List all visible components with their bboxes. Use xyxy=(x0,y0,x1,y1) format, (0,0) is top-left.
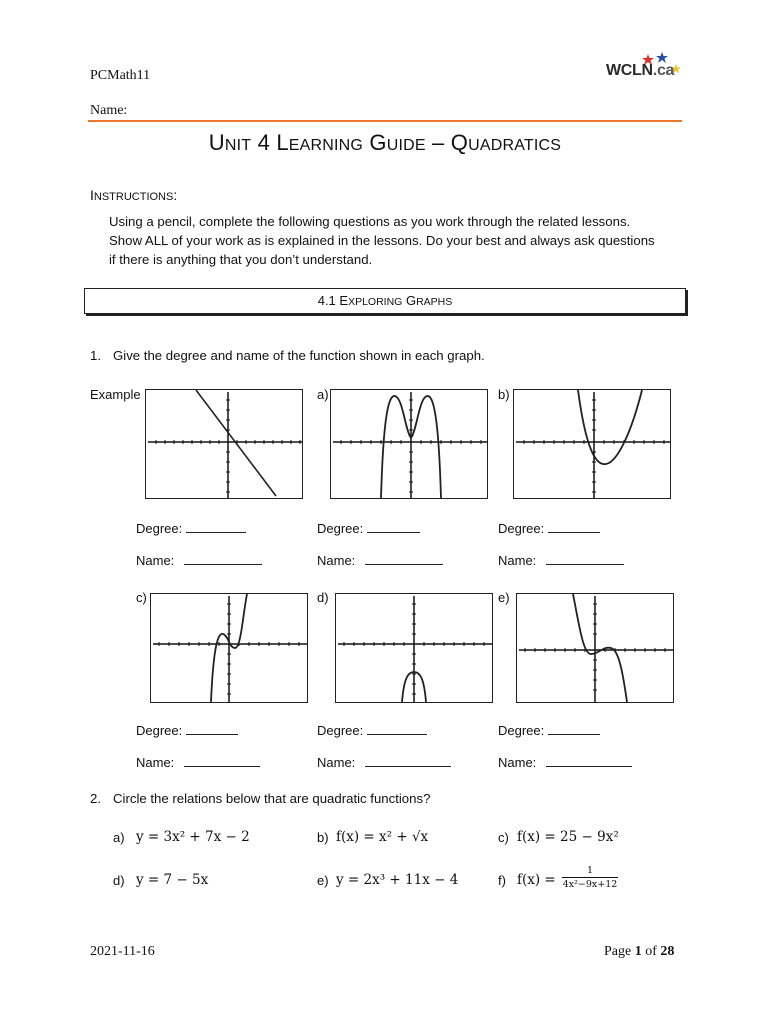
degree-c-blank[interactable] xyxy=(186,722,238,735)
option-f-label: f) xyxy=(498,873,506,888)
name-label: Name: xyxy=(90,103,128,118)
option-b-label: b) xyxy=(317,830,329,845)
option-d-expr[interactable]: y = 7 − 5x xyxy=(136,872,209,888)
instructions-line-3: if there is anything that you don’t understand. xyxy=(109,252,373,267)
degree-e-blank[interactable] xyxy=(548,722,600,735)
graph-label-e: e) xyxy=(498,590,510,605)
degree-example: Degree: xyxy=(136,520,246,536)
name-d-blank[interactable] xyxy=(365,754,451,767)
degree-d: Degree: xyxy=(317,722,427,738)
name-e: Name: xyxy=(498,754,632,770)
option-a-label: a) xyxy=(113,830,125,845)
name-c-blank[interactable] xyxy=(184,754,260,767)
curve-parabola xyxy=(578,390,642,464)
name-b: Name: xyxy=(498,552,624,568)
wcln-logo xyxy=(604,52,684,84)
option-c-label: c) xyxy=(498,830,509,845)
graph-d xyxy=(335,593,493,703)
section-title: 4.1 EXPLORING GRAPHS xyxy=(317,293,453,308)
name-example: Name: xyxy=(136,552,262,568)
page-title: UNIT 4 LEARNING GUIDE – QUADRATICS xyxy=(208,130,562,155)
graph-e xyxy=(516,593,674,703)
name-e-blank[interactable] xyxy=(546,754,632,767)
instructions-line-2: Show ALL of your work as is explained in the lessons. Do your best and always ask questions xyxy=(109,233,655,248)
option-e-label: e) xyxy=(317,873,329,888)
course-code: PCMath11 xyxy=(90,68,151,83)
option-f-denominator: 4x²−9x+12 xyxy=(562,879,618,890)
logo-text: WCLN xyxy=(606,62,653,79)
graph-c xyxy=(150,593,308,703)
name-d: Name: xyxy=(317,754,451,770)
question-2-number: 2. xyxy=(90,791,101,806)
question-2-text: Circle the relations below that are quadratic functions? xyxy=(113,791,431,806)
degree-b: Degree: xyxy=(498,520,600,536)
question-1-text: Give the degree and name of the function shown in each graph. xyxy=(113,348,485,363)
fraction-bar xyxy=(562,877,618,878)
footer-date: 2021-11-16 xyxy=(90,944,155,959)
option-c-expr[interactable]: f(x) = 25 − 9x² xyxy=(517,829,619,845)
option-d-label: d) xyxy=(113,873,125,888)
graph-a xyxy=(330,389,488,499)
option-a-expr[interactable]: y = 3x² + 7x − 2 xyxy=(136,829,250,845)
option-f-fraction[interactable] xyxy=(560,865,620,890)
degree-c: Degree: xyxy=(136,722,238,738)
graph-label-d: d) xyxy=(317,590,329,605)
graph-label-example: Example xyxy=(90,387,141,402)
footer-page-number: Page 1 of 28 xyxy=(604,944,675,959)
degree-example-blank[interactable] xyxy=(186,520,246,533)
question-1-number: 1. xyxy=(90,348,101,363)
option-e-expr[interactable]: y = 2x³ + 11x − 4 xyxy=(336,872,459,888)
graph-label-b: b) xyxy=(498,387,510,402)
curve-quartic-e xyxy=(573,594,627,702)
name-a: Name: xyxy=(317,552,443,568)
graph-label-a: a) xyxy=(317,387,329,402)
degree-a: Degree: xyxy=(317,520,420,536)
option-f-lhs[interactable]: f(x) = xyxy=(517,872,556,888)
instructions-heading: INSTRUCTIONS: xyxy=(90,187,178,203)
degree-e: Degree: xyxy=(498,722,600,738)
degree-d-blank[interactable] xyxy=(367,722,427,735)
name-a-blank[interactable] xyxy=(365,552,443,565)
logo-suffix: .ca xyxy=(652,62,675,79)
graph-label-c: c) xyxy=(136,590,147,605)
instructions-line-1: Using a pencil, complete the following questions as you work through the related lessons. xyxy=(109,214,631,229)
name-c: Name: xyxy=(136,754,260,770)
instructions-text xyxy=(109,212,679,269)
header-rule xyxy=(88,120,682,122)
graph-b xyxy=(513,389,671,499)
degree-b-blank[interactable] xyxy=(548,520,600,533)
option-b-expr[interactable]: f(x) = x² + √x xyxy=(336,829,429,845)
option-f-numerator: 1 xyxy=(586,865,594,876)
name-example-blank[interactable] xyxy=(184,552,262,565)
name-b-blank[interactable] xyxy=(546,552,624,565)
degree-a-blank[interactable] xyxy=(367,520,420,533)
graph-example xyxy=(145,389,303,499)
